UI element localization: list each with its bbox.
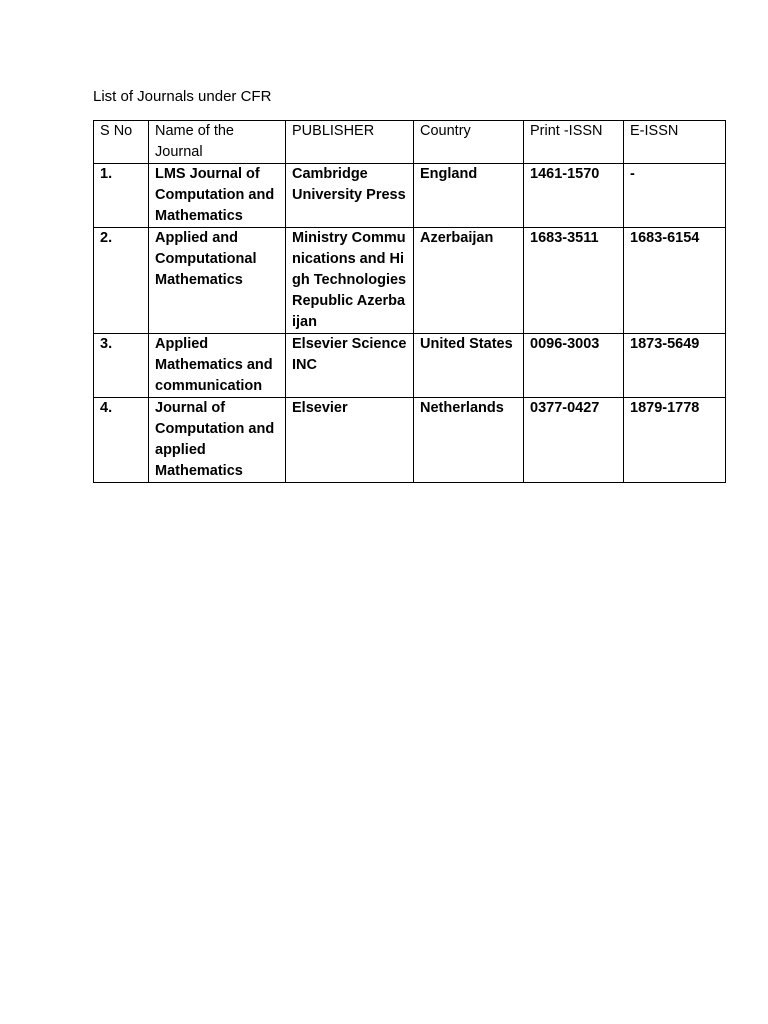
cell-e-issn: - bbox=[624, 164, 726, 228]
header-sno: S No bbox=[94, 121, 149, 164]
cell-journal-name: Journal of Computation and applied Mathematics bbox=[149, 398, 286, 483]
cell-sno: 4. bbox=[94, 398, 149, 483]
cell-e-issn: 1873-5649 bbox=[624, 334, 726, 398]
cell-country: Azerbaijan bbox=[414, 228, 524, 334]
cell-e-issn: 1683-6154 bbox=[624, 228, 726, 334]
header-publisher: PUBLISHER bbox=[286, 121, 414, 164]
cell-sno: 3. bbox=[94, 334, 149, 398]
cell-journal-name: LMS Journal of Computation and Mathematics bbox=[149, 164, 286, 228]
cell-publisher: Cambridge University Press bbox=[286, 164, 414, 228]
cell-sno: 1. bbox=[94, 164, 149, 228]
cell-print-issn: 0096-3003 bbox=[524, 334, 624, 398]
cell-print-issn: 0377-0427 bbox=[524, 398, 624, 483]
header-print-issn: Print -ISSN bbox=[524, 121, 624, 164]
cell-country: Netherlands bbox=[414, 398, 524, 483]
cell-publisher: Ministry Communications and High Technologies Republic Azerbaijan bbox=[286, 228, 414, 334]
journals-table bbox=[93, 120, 726, 483]
header-journal-name: Name of the Journal bbox=[149, 121, 286, 164]
table-row bbox=[94, 164, 726, 228]
table-row bbox=[94, 228, 726, 334]
cell-print-issn: 1683-3511 bbox=[524, 228, 624, 334]
cell-e-issn: 1879-1778 bbox=[624, 398, 726, 483]
header-country: Country bbox=[414, 121, 524, 164]
cell-sno: 2. bbox=[94, 228, 149, 334]
header-e-issn: E-ISSN bbox=[624, 121, 726, 164]
cell-print-issn: 1461-1570 bbox=[524, 164, 624, 228]
table-row bbox=[94, 334, 726, 398]
table-header-row bbox=[94, 121, 726, 164]
cell-country: United States bbox=[414, 334, 524, 398]
cell-publisher: Elsevier Science INC bbox=[286, 334, 414, 398]
cell-country: England bbox=[414, 164, 524, 228]
cell-journal-name: Applied Mathematics and communication bbox=[149, 334, 286, 398]
cell-journal-name: Applied and Computational Mathematics bbox=[149, 228, 286, 334]
document-title: List of Journals under CFR bbox=[93, 88, 272, 105]
cell-publisher: Elsevier bbox=[286, 398, 414, 483]
table-row bbox=[94, 398, 726, 483]
